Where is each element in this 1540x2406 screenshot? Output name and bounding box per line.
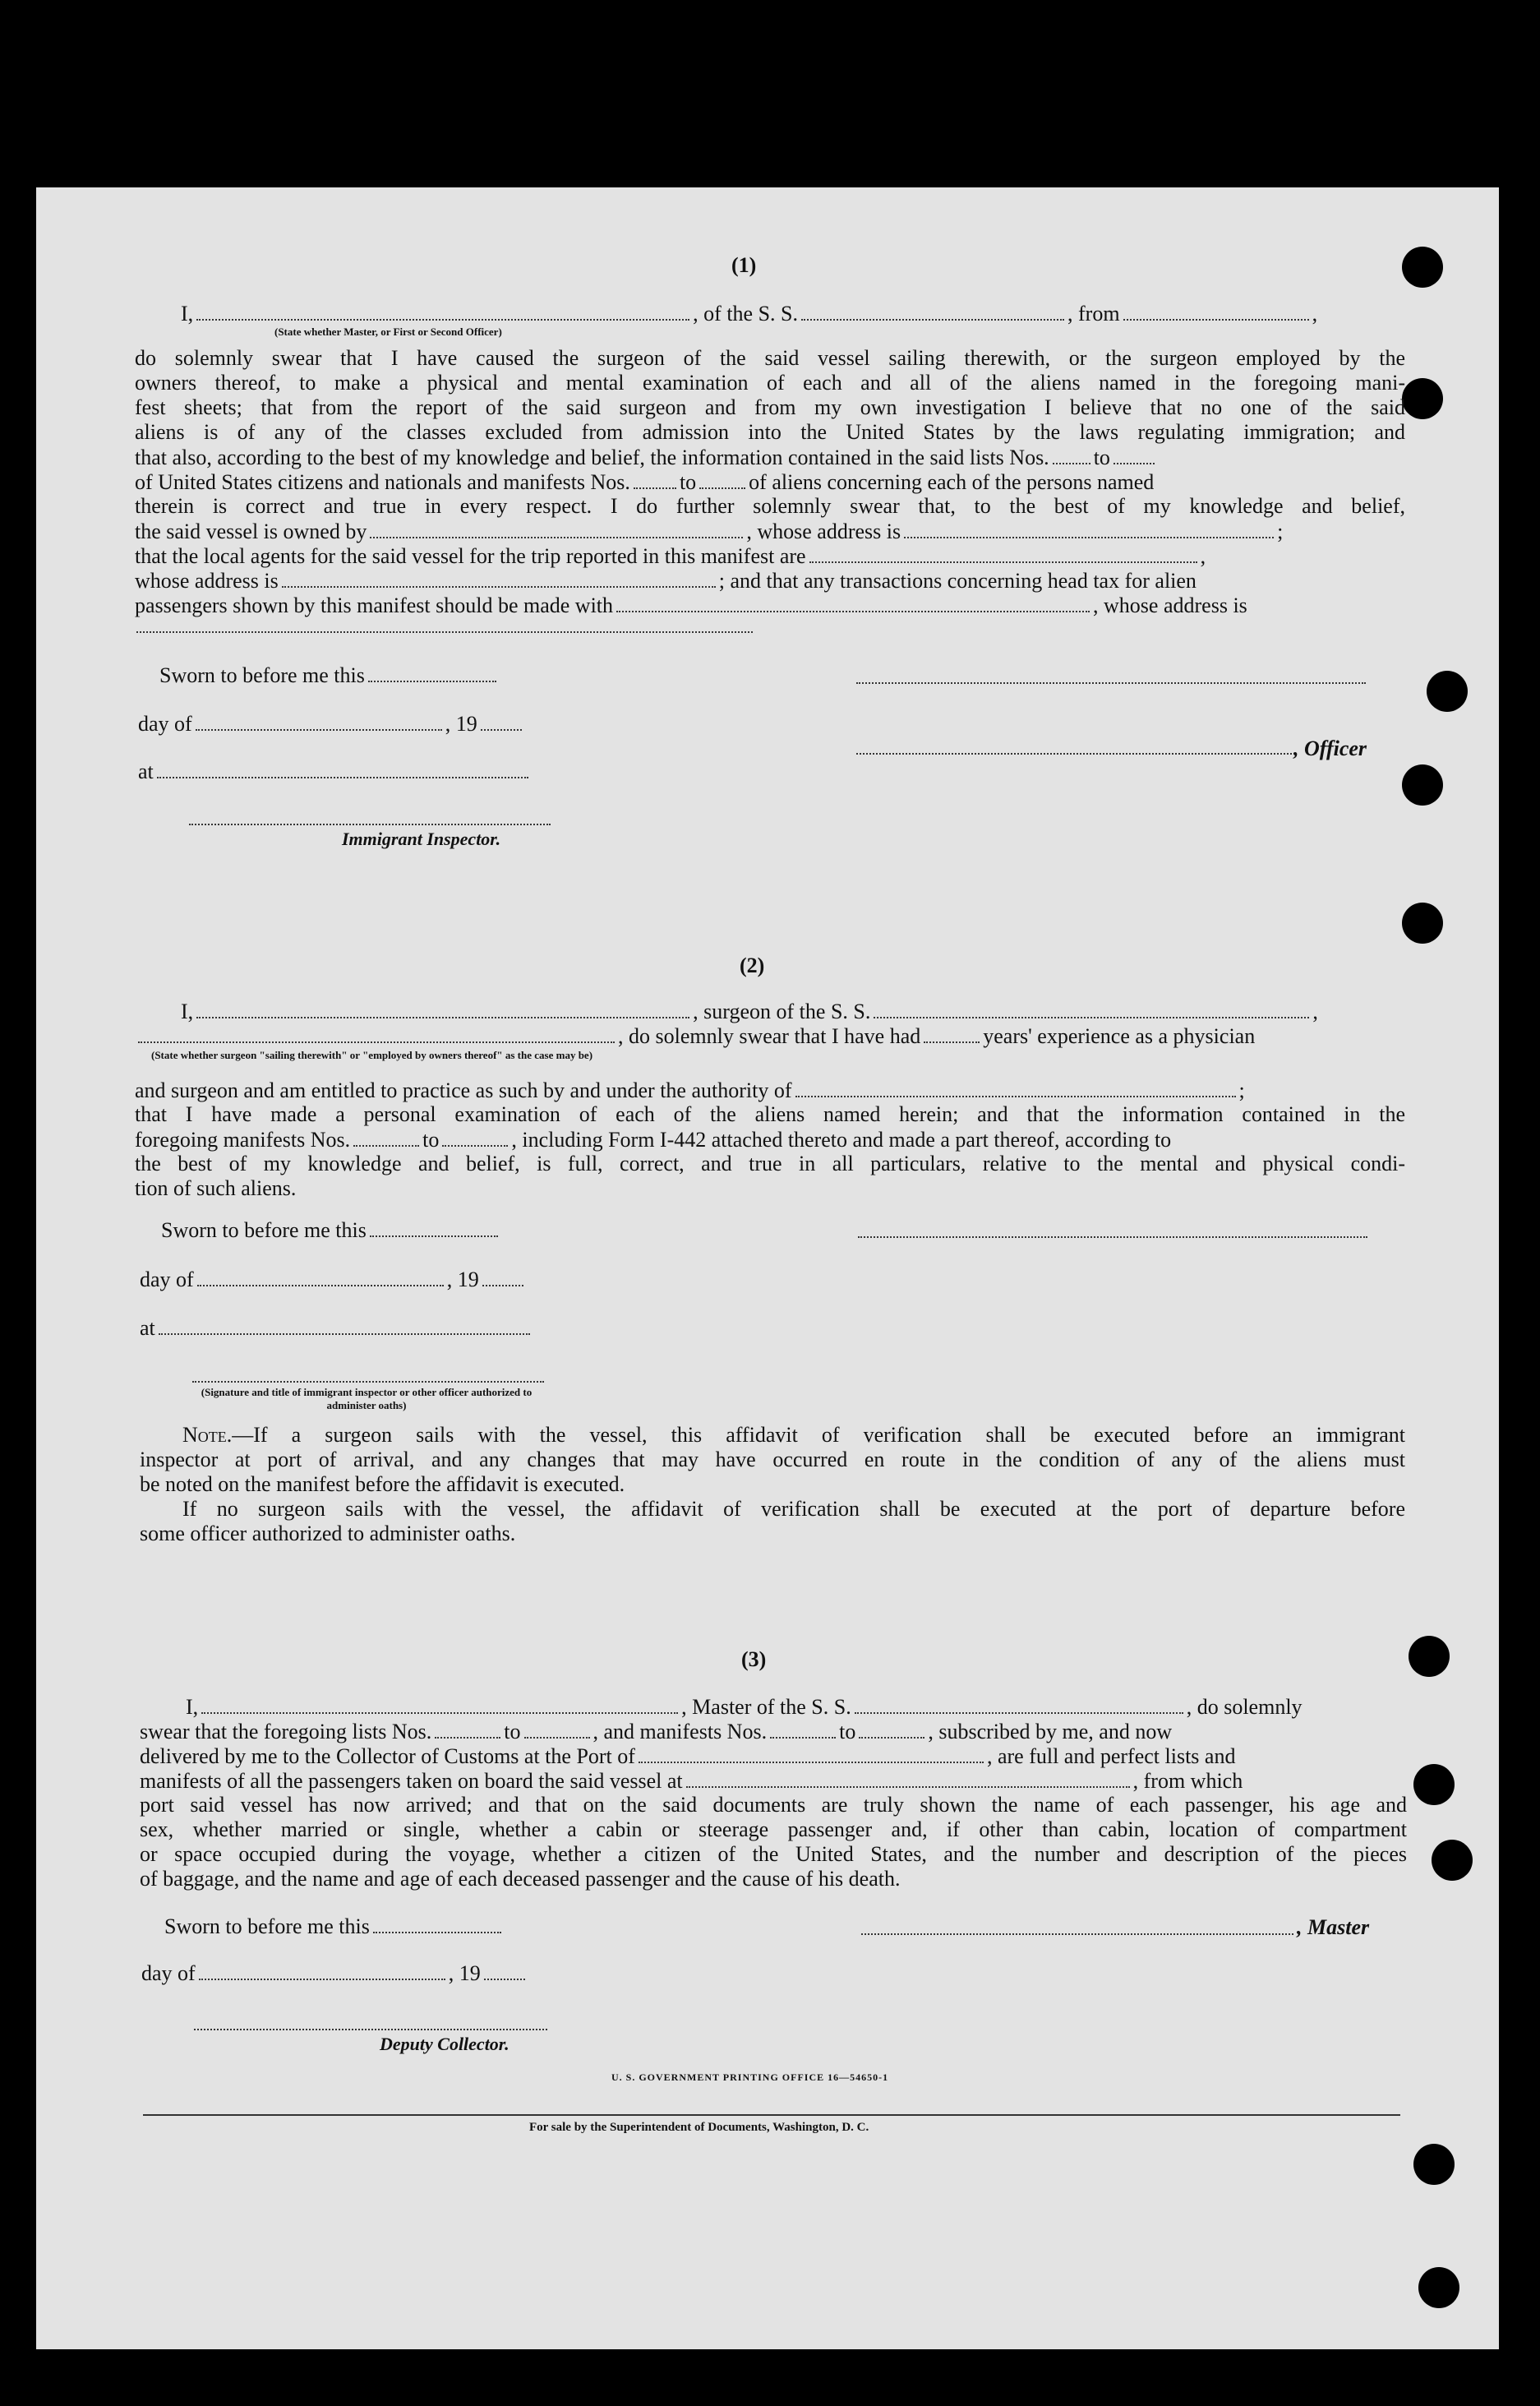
section-1-text-line: do solemnly swear that I have caused the surgeon of the said vessel sailing therewith, or the surgeon employed by the — [135, 346, 1405, 370]
sworn-date-field[interactable] — [373, 1914, 501, 1933]
section-1-text-line — [135, 543, 1206, 569]
years-field[interactable] — [924, 1023, 980, 1043]
to-label: to — [504, 1720, 521, 1743]
section-2-line-2 — [135, 1023, 1255, 1049]
year-prefix: , 19 — [448, 1961, 481, 1985]
to-label: to — [839, 1720, 856, 1743]
section-3-line-3 — [140, 1743, 1235, 1769]
deputy-signature-line[interactable] — [194, 2029, 547, 2030]
punch-hole — [1432, 1840, 1473, 1881]
lists-text: swear that the foregoing lists Nos. — [140, 1720, 432, 1743]
day-of-text: day of — [140, 1268, 194, 1291]
semicolon: ; — [1238, 1078, 1245, 1102]
manifests-from-field[interactable] — [770, 1719, 836, 1739]
section-3-line-2 — [140, 1719, 1172, 1744]
whose-address-text: whose address is — [135, 569, 279, 593]
sworn-line — [161, 1217, 501, 1243]
section-1-heading: (1) — [731, 253, 757, 277]
at-field[interactable] — [157, 759, 528, 778]
day-of-line — [138, 711, 525, 737]
day-of-text: day of — [141, 1961, 196, 1985]
master-name-field[interactable] — [201, 1694, 678, 1714]
note-line: some officer authorized to administer oaths. — [140, 1522, 516, 1545]
signature-title-line[interactable] — [192, 1381, 544, 1383]
whose-address-text: , whose address is — [746, 520, 901, 543]
lists-to-field[interactable] — [524, 1719, 590, 1739]
address-line[interactable] — [136, 631, 753, 633]
manifests-from-field[interactable] — [353, 1127, 419, 1147]
sworn-text: Sworn to before me this — [164, 1914, 370, 1938]
section-1-text-line: therein is correct and true in every respect. I do further solemnly swear that, to the best of my knowledge and belief, — [135, 494, 1405, 518]
day-of-text: day of — [138, 712, 192, 736]
master-label: , Master — [1297, 1915, 1370, 1939]
manifests-text: manifests of all the passengers taken on board the said vessel at — [140, 1769, 683, 1793]
gpo-imprint: U. S. GOVERNMENT PRINTING OFFICE 16—54650-1 — [611, 2071, 889, 2083]
master-signature-line[interactable] — [861, 1933, 1293, 1935]
section-2-text-line — [135, 1127, 1171, 1152]
section-2-text-line: that I have made a personal examination of each of the aliens named herein; and that the information contained in the — [135, 1102, 1405, 1126]
surgeon-signature-line[interactable] — [858, 1236, 1367, 1238]
manifests-from-field[interactable] — [634, 469, 676, 489]
vessel-name-field[interactable] — [855, 1694, 1183, 1714]
lists-to-field[interactable] — [1114, 445, 1155, 464]
section-3-line-4 — [140, 1768, 1243, 1794]
at-field[interactable] — [159, 1315, 530, 1335]
swear-text: , do solemnly swear that I have had — [618, 1024, 921, 1048]
deputy-label: Deputy Collector. — [380, 2034, 509, 2054]
section-2-text-line — [135, 1078, 1245, 1103]
at-text: at — [140, 1316, 155, 1340]
whose-address-text: , whose address is — [1093, 593, 1247, 617]
to-label: to — [679, 470, 697, 494]
i-label: I, — [181, 1000, 194, 1023]
section-3-line-1 — [186, 1694, 1407, 1720]
surgeon-note: (State whether surgeon "sailing therewith" or "employed by owners thereof" as the case may be) — [151, 1049, 593, 1061]
sworn-date-field[interactable] — [368, 663, 496, 682]
punch-hole — [1402, 378, 1443, 419]
authority-field[interactable] — [795, 1078, 1236, 1097]
local-agents-field[interactable] — [809, 543, 1197, 563]
head-tax-text: ; and that any transactions concerning head tax for alien — [718, 569, 1196, 593]
year-prefix: , 19 — [445, 712, 477, 736]
section-3-text-line: sex, whether married or single, whether a cabin or steerage passenger and, if other than cabin, location of compartment — [140, 1817, 1407, 1841]
surgeon-status-field[interactable] — [138, 1023, 615, 1043]
section-1-line-1 — [181, 301, 1317, 326]
owned-by-text: the said vessel is owned by — [135, 520, 367, 543]
sworn-date-field[interactable] — [370, 1217, 498, 1237]
lists-from-field[interactable] — [1053, 445, 1090, 464]
section-1-text-line — [135, 593, 1247, 618]
note-text: —If a surgeon sails with the vessel, this affidavit of verification shall be executed before an immigrant — [232, 1423, 1405, 1447]
at-line — [138, 759, 532, 784]
section-3-text-line: of baggage, and the name and age of each deceased passenger and the cause of his death. — [140, 1867, 901, 1891]
passengers-text: passengers shown by this manifest should be made with — [135, 593, 614, 617]
section-1-text-line: aliens is of any of the classes excluded from admission into the United States by the laws regulating immigration; and — [135, 420, 1405, 444]
local-agents-text: that the local agents for the said vessel for the trip reported in this manifest are — [135, 544, 806, 568]
section-1-text-line: fest sheets; that from the report of the said surgeon and from my own investigation I believe that no one of the said — [135, 395, 1405, 419]
agents-address-field[interactable] — [282, 568, 716, 588]
section-1-text-line — [135, 568, 1196, 593]
form-i442-text: , including Form I-442 attached thereto and made a part thereof, according to — [511, 1128, 1172, 1152]
boarding-port-field[interactable] — [686, 1768, 1130, 1788]
authority-text: and surgeon and am entitled to practice as such by and under the authority of — [135, 1078, 792, 1102]
sworn-text: Sworn to before me this — [161, 1218, 367, 1242]
to-label: to — [422, 1128, 440, 1152]
sworn-text: Sworn to before me this — [159, 663, 365, 687]
owner-address-field[interactable] — [904, 519, 1274, 538]
day-of-line — [140, 1267, 527, 1292]
comma: , — [1200, 544, 1206, 568]
form-page — [36, 187, 1499, 2349]
punch-hole — [1402, 903, 1443, 944]
punch-hole — [1413, 2144, 1455, 2185]
section-3-text-line: port said vessel has now arrived; and that on the said documents are truly shown the name of each passenger, his age and — [140, 1793, 1407, 1817]
owner-field[interactable] — [370, 519, 743, 538]
comma: , — [1312, 1000, 1318, 1023]
years-text: years' experience as a physician — [983, 1024, 1256, 1048]
section-2-text-line: the best of my knowledge and belief, is full, correct, and true in all particulars, relative to the mental and physical condi- — [135, 1152, 1405, 1175]
from-which-text: , from which — [1132, 1769, 1243, 1793]
inspector-label: Immigrant Inspector. — [342, 829, 501, 849]
officer-signature-line[interactable] — [856, 682, 1366, 684]
sale-note: For sale by the Superintendent of Documents, Washington, D. C. — [529, 2121, 869, 2134]
manifests-text: , and manifests Nos. — [592, 1720, 768, 1743]
officer-label: , Officer — [1293, 737, 1367, 760]
day-field[interactable] — [196, 711, 442, 731]
inspector-signature-line[interactable] — [189, 824, 551, 825]
day-of-line — [141, 1960, 528, 1986]
sworn-line — [159, 663, 500, 688]
of-ss-label: , of the S. S. — [693, 302, 799, 326]
delivered-text: delivered by me to the Collector of Customs at the Port of — [140, 1744, 635, 1768]
punch-hole — [1413, 1764, 1455, 1805]
semicolon: ; — [1277, 520, 1284, 543]
surgeon-name-field[interactable] — [196, 999, 689, 1018]
lists-from-field[interactable] — [435, 1719, 500, 1739]
aliens-text: of aliens concerning each of the persons named — [749, 470, 1155, 494]
section-3-heading: (3) — [741, 1647, 767, 1671]
from-port-field[interactable] — [1123, 301, 1309, 321]
year-field[interactable] — [481, 711, 522, 731]
punch-hole — [1402, 247, 1443, 288]
note-line: If no surgeon sails with the vessel, the affidavit of verification shall be executed at the port of departure before — [182, 1497, 1405, 1521]
master-of-ss-text: , Master of the S. S. — [681, 1695, 851, 1719]
manifests-to-field[interactable] — [859, 1719, 924, 1739]
note-line — [182, 1423, 1405, 1448]
year-field[interactable] — [482, 1267, 523, 1286]
head-tax-contact-field[interactable] — [616, 593, 1090, 612]
note-line: inspector at port of arrival, and any changes that may have occurred en route in the condition of any of the aliens must — [140, 1448, 1405, 1471]
section-2-line-1 — [181, 999, 1318, 1024]
footer-rule — [143, 2114, 1400, 2116]
manifests-to-field[interactable] — [699, 469, 745, 489]
lists-text: that also, according to the best of my knowledge and belief, the information contained in the said lists Nos. — [135, 446, 1049, 469]
manifests-to-field[interactable] — [442, 1127, 508, 1147]
manifests-text: of United States citizens and nationals and manifests Nos. — [135, 470, 630, 494]
year-prefix: , 19 — [446, 1268, 479, 1291]
note-label: Note. — [182, 1423, 233, 1447]
section-3-text-line: or space occupied during the voyage, whether a citizen of the United States, and the number and description of the pieces — [140, 1842, 1407, 1866]
punch-hole — [1418, 2267, 1459, 2308]
subscribed-text: , subscribed by me, and now — [928, 1720, 1173, 1743]
punch-hole — [1409, 1636, 1450, 1677]
i-label: I, — [186, 1695, 199, 1719]
section-2-heading: (2) — [740, 954, 765, 977]
sworn-line — [164, 1914, 505, 1939]
day-field[interactable] — [197, 1267, 444, 1286]
surgeon-vessel-field[interactable] — [874, 999, 1309, 1018]
signature-title-note: (Signature and title of immigrant inspector or other officer authorized to administer oaths) — [201, 1386, 533, 1411]
officer-name-field[interactable] — [196, 301, 689, 321]
solemnly-text: , do solemnly — [1186, 1695, 1303, 1719]
at-line — [140, 1315, 533, 1341]
surgeon-of-ss-text: , surgeon of the S. S. — [693, 1000, 871, 1023]
manifests-text: foregoing manifests Nos. — [135, 1128, 351, 1152]
note-line: be noted on the manifest before the affidavit is executed. — [140, 1472, 625, 1496]
from-label: , from — [1067, 302, 1120, 326]
section-1-text-line: owners thereof, to make a physical and mental examination of each and all of the aliens named in the foregoing mani- — [135, 371, 1405, 395]
day-field[interactable] — [199, 1960, 445, 1980]
punch-hole — [1402, 764, 1443, 806]
perfect-lists-text: , are full and perfect lists and — [986, 1744, 1236, 1768]
port-field[interactable] — [639, 1743, 984, 1763]
year-field[interactable] — [484, 1960, 525, 1980]
section-2-text-line: tion of such aliens. — [135, 1176, 297, 1200]
vessel-name-field[interactable] — [801, 301, 1064, 321]
at-text: at — [138, 760, 154, 783]
to-label: to — [1093, 446, 1110, 469]
officer-signature-line[interactable] — [856, 753, 1292, 755]
comma: , — [1312, 302, 1318, 326]
master-note: (State whether Master, or First or Second Officer) — [274, 326, 502, 338]
i-label: I, — [181, 302, 194, 326]
section-1-text-line — [135, 519, 1283, 544]
punch-hole — [1427, 671, 1468, 712]
section-1-text-line — [135, 445, 1158, 470]
section-1-text-line — [135, 469, 1154, 495]
